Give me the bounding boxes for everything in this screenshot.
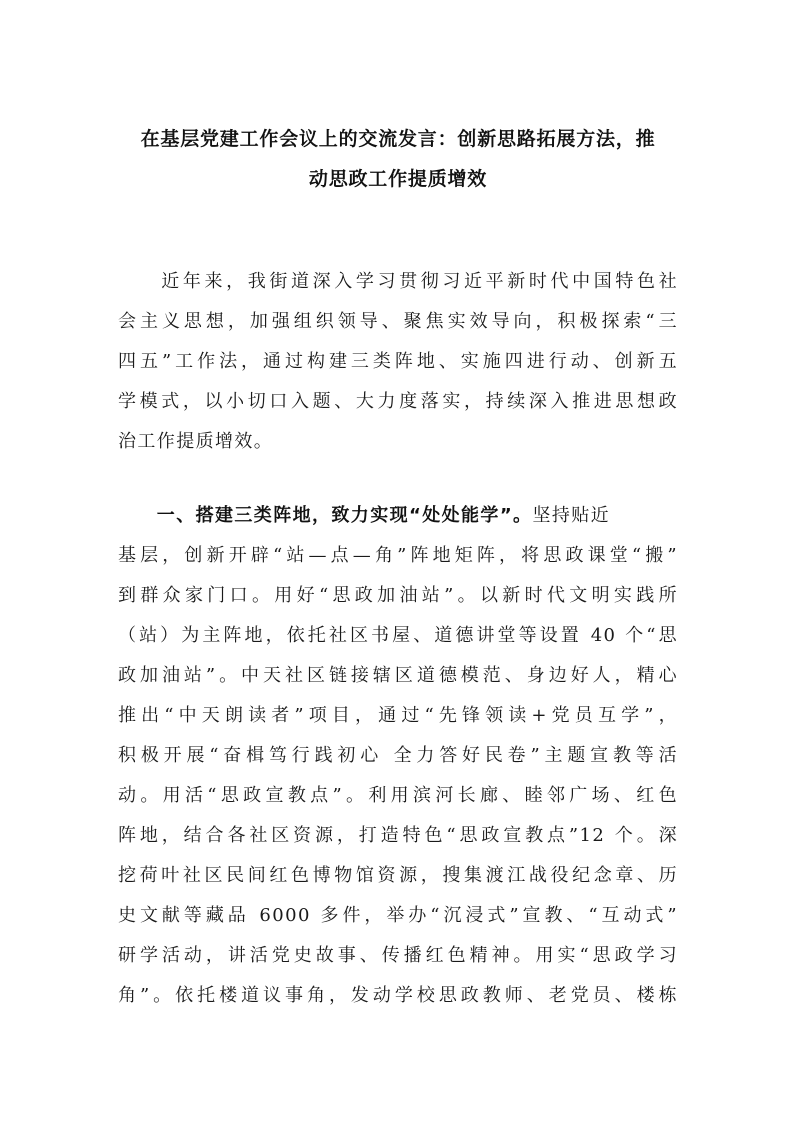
text-line: 阵地，结合各社区资源，打造特色“思政宣教点”12 个。深 bbox=[118, 825, 678, 846]
paragraph-spacing bbox=[118, 462, 678, 496]
text-line: 角”。依托楼道议事角，发动学校思政教师、老党员、楼栋 bbox=[118, 985, 678, 1006]
section-heading: 一、搭建三类阵地，致力实现“处处能学”。 bbox=[118, 505, 533, 526]
document-title bbox=[112, 119, 684, 199]
text-line: 挖荷叶社区民间红色博物馆资源，搜集渡江战役纪念章、历 bbox=[118, 865, 678, 886]
heading-line-rest: 坚持贴近 bbox=[532, 505, 611, 526]
title-line: 在基层党建工作会议上的交流发言：创新思路拓展方法，推 bbox=[140, 128, 656, 150]
text-line: 基层，创新开辟“站—点—角”阵地矩阵，将思政课堂“搬” bbox=[118, 545, 678, 566]
text-line: 治工作提质增效。 bbox=[118, 431, 274, 452]
text-line: 近年来，我街道深入学习贯彻习近平新时代中国特色社 bbox=[118, 271, 678, 292]
text-line bbox=[118, 496, 678, 536]
text-line: 四五”工作法，通过构建三类阵地、实施四进行动、创新五 bbox=[118, 351, 678, 372]
text-line: 学模式，以小切口入题、大力度落实，持续深入推进思想政 bbox=[118, 391, 678, 412]
text-line: （站）为主阵地，依托社区书屋、道德讲堂等设置 40 个“思 bbox=[118, 625, 678, 646]
title-line: 动思政工作提质增效 bbox=[308, 168, 488, 190]
text-line: 政加油站”。中天社区链接辖区道德模范、身边好人，精心 bbox=[118, 665, 678, 686]
text-line: 会主义思想，加强组织领导、聚焦实效导向，积极探索“三 bbox=[118, 311, 678, 332]
document-body bbox=[118, 262, 678, 1016]
text-line: 研学活动，讲活党史故事、传播红色精神。用实“思政学习 bbox=[118, 945, 678, 966]
intro-paragraph bbox=[118, 262, 678, 462]
text-line: 到群众家门口。用好“思政加油站”。以新时代文明实践所 bbox=[118, 585, 678, 606]
text-line: 积极开展“奋楫笃行践初心 全力答好民卷”主题宣教等活 bbox=[118, 745, 678, 766]
section-one-paragraph bbox=[118, 496, 678, 1016]
text-line: 史文献等藏品 6000 多件，举办“沉浸式”宣教、“互动式” bbox=[118, 905, 678, 926]
text-line: 推出“中天朗读者”项目，通过“先锋领读+党员互学”， bbox=[118, 705, 678, 726]
text-line: 动。用活“思政宣教点”。利用滨河长廊、睦邻广场、红色 bbox=[118, 785, 678, 806]
